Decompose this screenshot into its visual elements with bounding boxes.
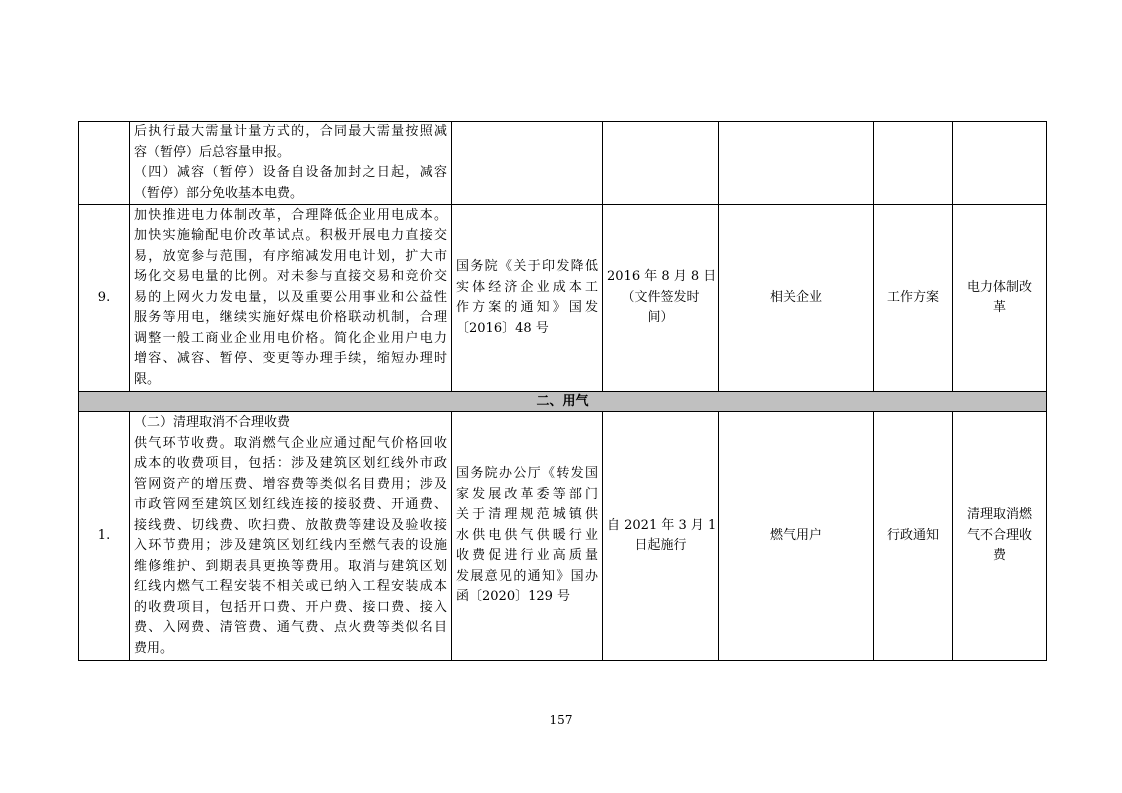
row-number xyxy=(79,122,130,205)
document-type xyxy=(874,122,953,205)
category xyxy=(953,412,1047,661)
content-line: 费用。 xyxy=(134,640,174,656)
document-line: 函〔2020〕129 号 xyxy=(456,589,571,605)
content-line: 场化交易电量的比例。对未参与直接交易和竞价交 xyxy=(134,269,447,285)
row-number: 1. xyxy=(79,412,130,661)
content-line: 后执行最大需量计量方式的，合同最大需量按照减 xyxy=(134,124,447,139)
document-line: 实体经济企业成本工 xyxy=(456,279,598,295)
table-row xyxy=(79,122,1047,205)
content-line: 管网资产的增压费、增容费等类似名目费用；涉及 xyxy=(134,476,447,492)
document-line: 作方案的通知》国发 xyxy=(456,300,598,315)
row-number: 9. xyxy=(79,205,130,392)
document-line: 家发展改革委等部门 xyxy=(456,486,598,502)
page-number: 157 xyxy=(549,713,573,727)
content-line: 限。 xyxy=(134,371,161,387)
date-line: （文件签发时 xyxy=(621,289,700,305)
category-line: 费 xyxy=(992,548,1006,564)
document-line: 国务院办公厅《转发国 xyxy=(456,466,598,482)
content-line: （二）清理取消不合理收费 xyxy=(134,415,291,430)
content-line: 增容、减容、暂停、变更等办理手续，缩短办理时 xyxy=(134,351,447,367)
table-row xyxy=(79,412,1047,661)
section-title: 二、用气 xyxy=(79,392,1047,412)
table-row xyxy=(79,205,1047,392)
content-line: 接线费、切线费、吹扫费、放散费等建设及验收接 xyxy=(134,517,447,533)
policy-content xyxy=(130,122,452,205)
effective-date xyxy=(603,205,719,392)
policy-content xyxy=(130,205,452,392)
policy-table xyxy=(78,121,1047,661)
content-line: 红线内燃气工程安装不相关或已纳入工程安装成本 xyxy=(134,579,447,594)
content-line: 易的上网火力发电量，以及重要公用事业和公益性 xyxy=(134,289,447,305)
effective-date xyxy=(603,412,719,661)
content-line: 入环节费用；涉及建筑区划红线内至燃气表的设施 xyxy=(134,538,447,553)
target-object: 相关企业 xyxy=(719,205,874,392)
content-line: 加快推进电力体制改革，合理降低企业用电成本。 xyxy=(134,207,447,223)
content-line: 调整一般工商业企业用电价格。简化企业用户电力 xyxy=(134,330,447,346)
content-line: 供气环节收费。取消燃气企业应通过配气价格回收 xyxy=(134,435,447,451)
date-line: 自 2021 年 3 月 1 xyxy=(607,517,717,533)
category xyxy=(953,122,1047,205)
document-type: 工作方案 xyxy=(874,205,953,392)
content-line: 成本的收费项目，包括：涉及建筑区划红线外市政 xyxy=(134,456,447,471)
target-object xyxy=(719,122,874,205)
document-line: 〔2016〕48 号 xyxy=(456,320,549,336)
policy-document xyxy=(452,205,603,392)
document-line: 发展意见的通知》国办 xyxy=(456,568,598,584)
content-line: 容（暂停）后总容量申报。 xyxy=(134,144,291,160)
category-line: 气不合理收 xyxy=(966,527,1032,543)
document-line: 水供电供气供暖行业 xyxy=(456,527,598,543)
content-line: 加快实施输配电价改革试点。积极开展电力直接交 xyxy=(134,228,447,244)
content-line: 维修维护、到期表具更换等费用。取消与建筑区划 xyxy=(134,558,447,574)
content-line: （暂停）部分免收基本电费。 xyxy=(134,185,304,201)
date-line: 2016 年 8 月 8 日 xyxy=(607,269,717,285)
content-line: 的收费项目，包括开口费、开户费、接口费、接入 xyxy=(134,599,447,615)
document-line: 关于清理规范城镇供 xyxy=(456,507,598,523)
document-line: 收费促进行业高质量 xyxy=(456,548,598,564)
category xyxy=(953,205,1047,392)
section-header-row xyxy=(79,392,1047,412)
category-line: 革 xyxy=(992,300,1006,315)
document-line: 国务院《关于印发降低 xyxy=(456,259,598,274)
effective-date xyxy=(603,122,719,205)
target-object: 燃气用户 xyxy=(719,412,874,661)
date-line: 日起施行 xyxy=(634,538,687,553)
document-type: 行政通知 xyxy=(874,412,953,661)
content-line: （四）减容（暂停）设备自设备加封之日起，减容 xyxy=(134,165,447,180)
category-line: 清理取消燃 xyxy=(966,507,1032,523)
policy-content xyxy=(130,412,452,661)
policy-document xyxy=(452,412,603,661)
category-line: 电力体制改 xyxy=(966,279,1032,295)
policy-document xyxy=(452,122,603,205)
content-line: 市政管网至建筑区划红线连接的接驳费、开通费、 xyxy=(134,497,447,512)
date-line: 间） xyxy=(647,310,674,326)
content-line: 费、入网费、清管费、通气费、点火费等类似名目 xyxy=(134,620,447,635)
content-line: 易，放宽参与范围，有序缩减发用电计划，扩大市 xyxy=(134,248,447,264)
content-line: 服务等用电，继续实施好煤电价格联动机制，合理 xyxy=(134,310,447,326)
